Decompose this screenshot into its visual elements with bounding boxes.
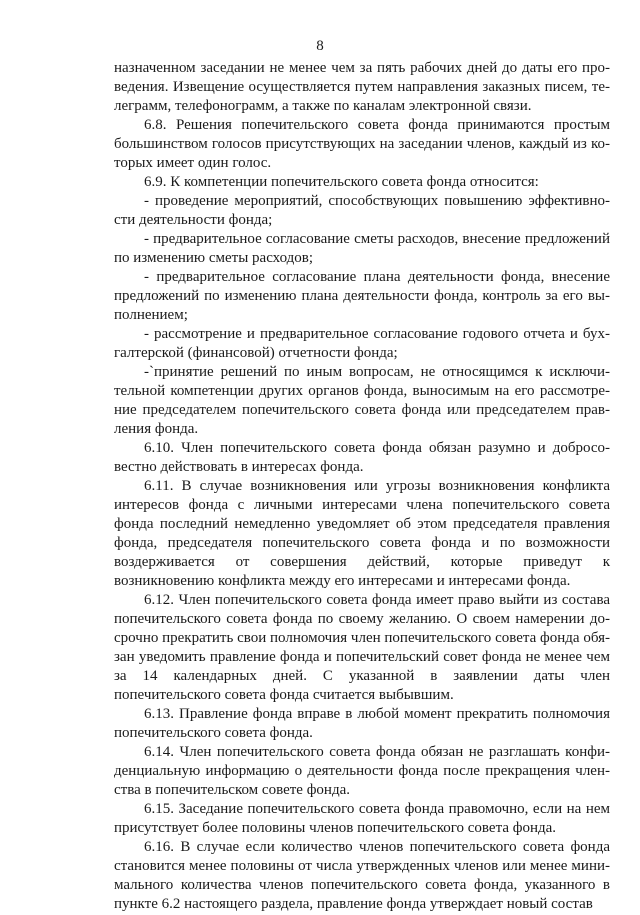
list-item-4: - рассмотрение и предварительное согласование годового отчета и бухгалтерской (финансовой) отчетности фонда; [114, 326, 610, 361]
paragraph-6-10: 6.10. Член попечительского совета фонда обязан разумно и добросовестно действовать в интересах фонда. [114, 440, 610, 475]
paragraph-continuation: назначенном заседании не менее чем за пять рабочих дней до даты его проведения. Извещение осуществляется путем направления заказных писем, телеграмм, телефонограмм, а также по каналам электронной связи. [114, 60, 610, 114]
page-number: 8 [316, 38, 324, 54]
paragraph-6-11: 6.11. В случае возникновения или угрозы возникновения конфликта интересов фонда с личными интересами члена попечительского совета фонда последний немедленно уведомляет об этом председателя правления фонда, председателя попечительского совета фонда и по возможности воздерживается от совершения действий, которые приведут к возникновению конфликта между его интересами и интересами фонда. [114, 478, 610, 589]
list-item-1: - проведение мероприятий, способствующих повышению эффективности деятельности фонда; [114, 193, 610, 228]
list-item-3: - предварительное согласование плана деятельности фонда, внесение предложений по изменению плана деятельности фонда, контроль за его выполнением; [114, 269, 610, 323]
paragraph-6-15: 6.15. Заседание попечительского совета фонда правомочно, если на нем присутствует более половины членов попечительского совета фонда. [114, 801, 610, 836]
paragraph-6-13: 6.13. Правление фонда вправе в любой момент прекратить полномочия попечительского совета фонда. [114, 706, 610, 741]
document-body [114, 59, 610, 914]
list-item-5: -`принятие решений по иным вопросам, не относящимся к исключительной компетенции других органов фонда, выносимым на его рассмотрение председателем попечительского совета фонда или председателем правления фонда. [114, 364, 610, 437]
list-item-2: - предварительное согласование сметы расходов, внесение предложений по изменению сметы расходов; [114, 231, 610, 266]
paragraph-6-12: 6.12. Член попечительского совета фонда имеет право выйти из состава попечительского совета фонда по своему желанию. О своем намерении досрочно прекратить свои полномочия член попечительского совета фонда обязан уведомить правление фонда и попечительский совет фонда не менее чем за 14 календарных дней. С указанной в заявлении даты член попечительского совета фонда считается выбывшим. [114, 592, 610, 703]
paragraph-6-8: 6.8. Решения попечительского совета фонда принимаются простым большинством голосов присутствующих на заседании членов, каждый из которых имеет один голос. [114, 117, 610, 171]
paragraph-6-9: 6.9. К компетенции попечительского совета фонда относится: [144, 174, 539, 190]
paragraph-6-14: 6.14. Член попечительского совета фонда обязан не разглашать конфиденциальную информацию о деятельности фонда после прекращения членства в попечительском совете фонда. [114, 744, 610, 798]
paragraph-6-16: 6.16. В случае если количество членов попечительского совета фонда становится менее половины от числа утвержденных членов или менее минимального количества членов попечительского совета фонда, указанного в пункте 6.2 настоящего раздела, правление фонда утверждает новый состав [114, 839, 610, 912]
